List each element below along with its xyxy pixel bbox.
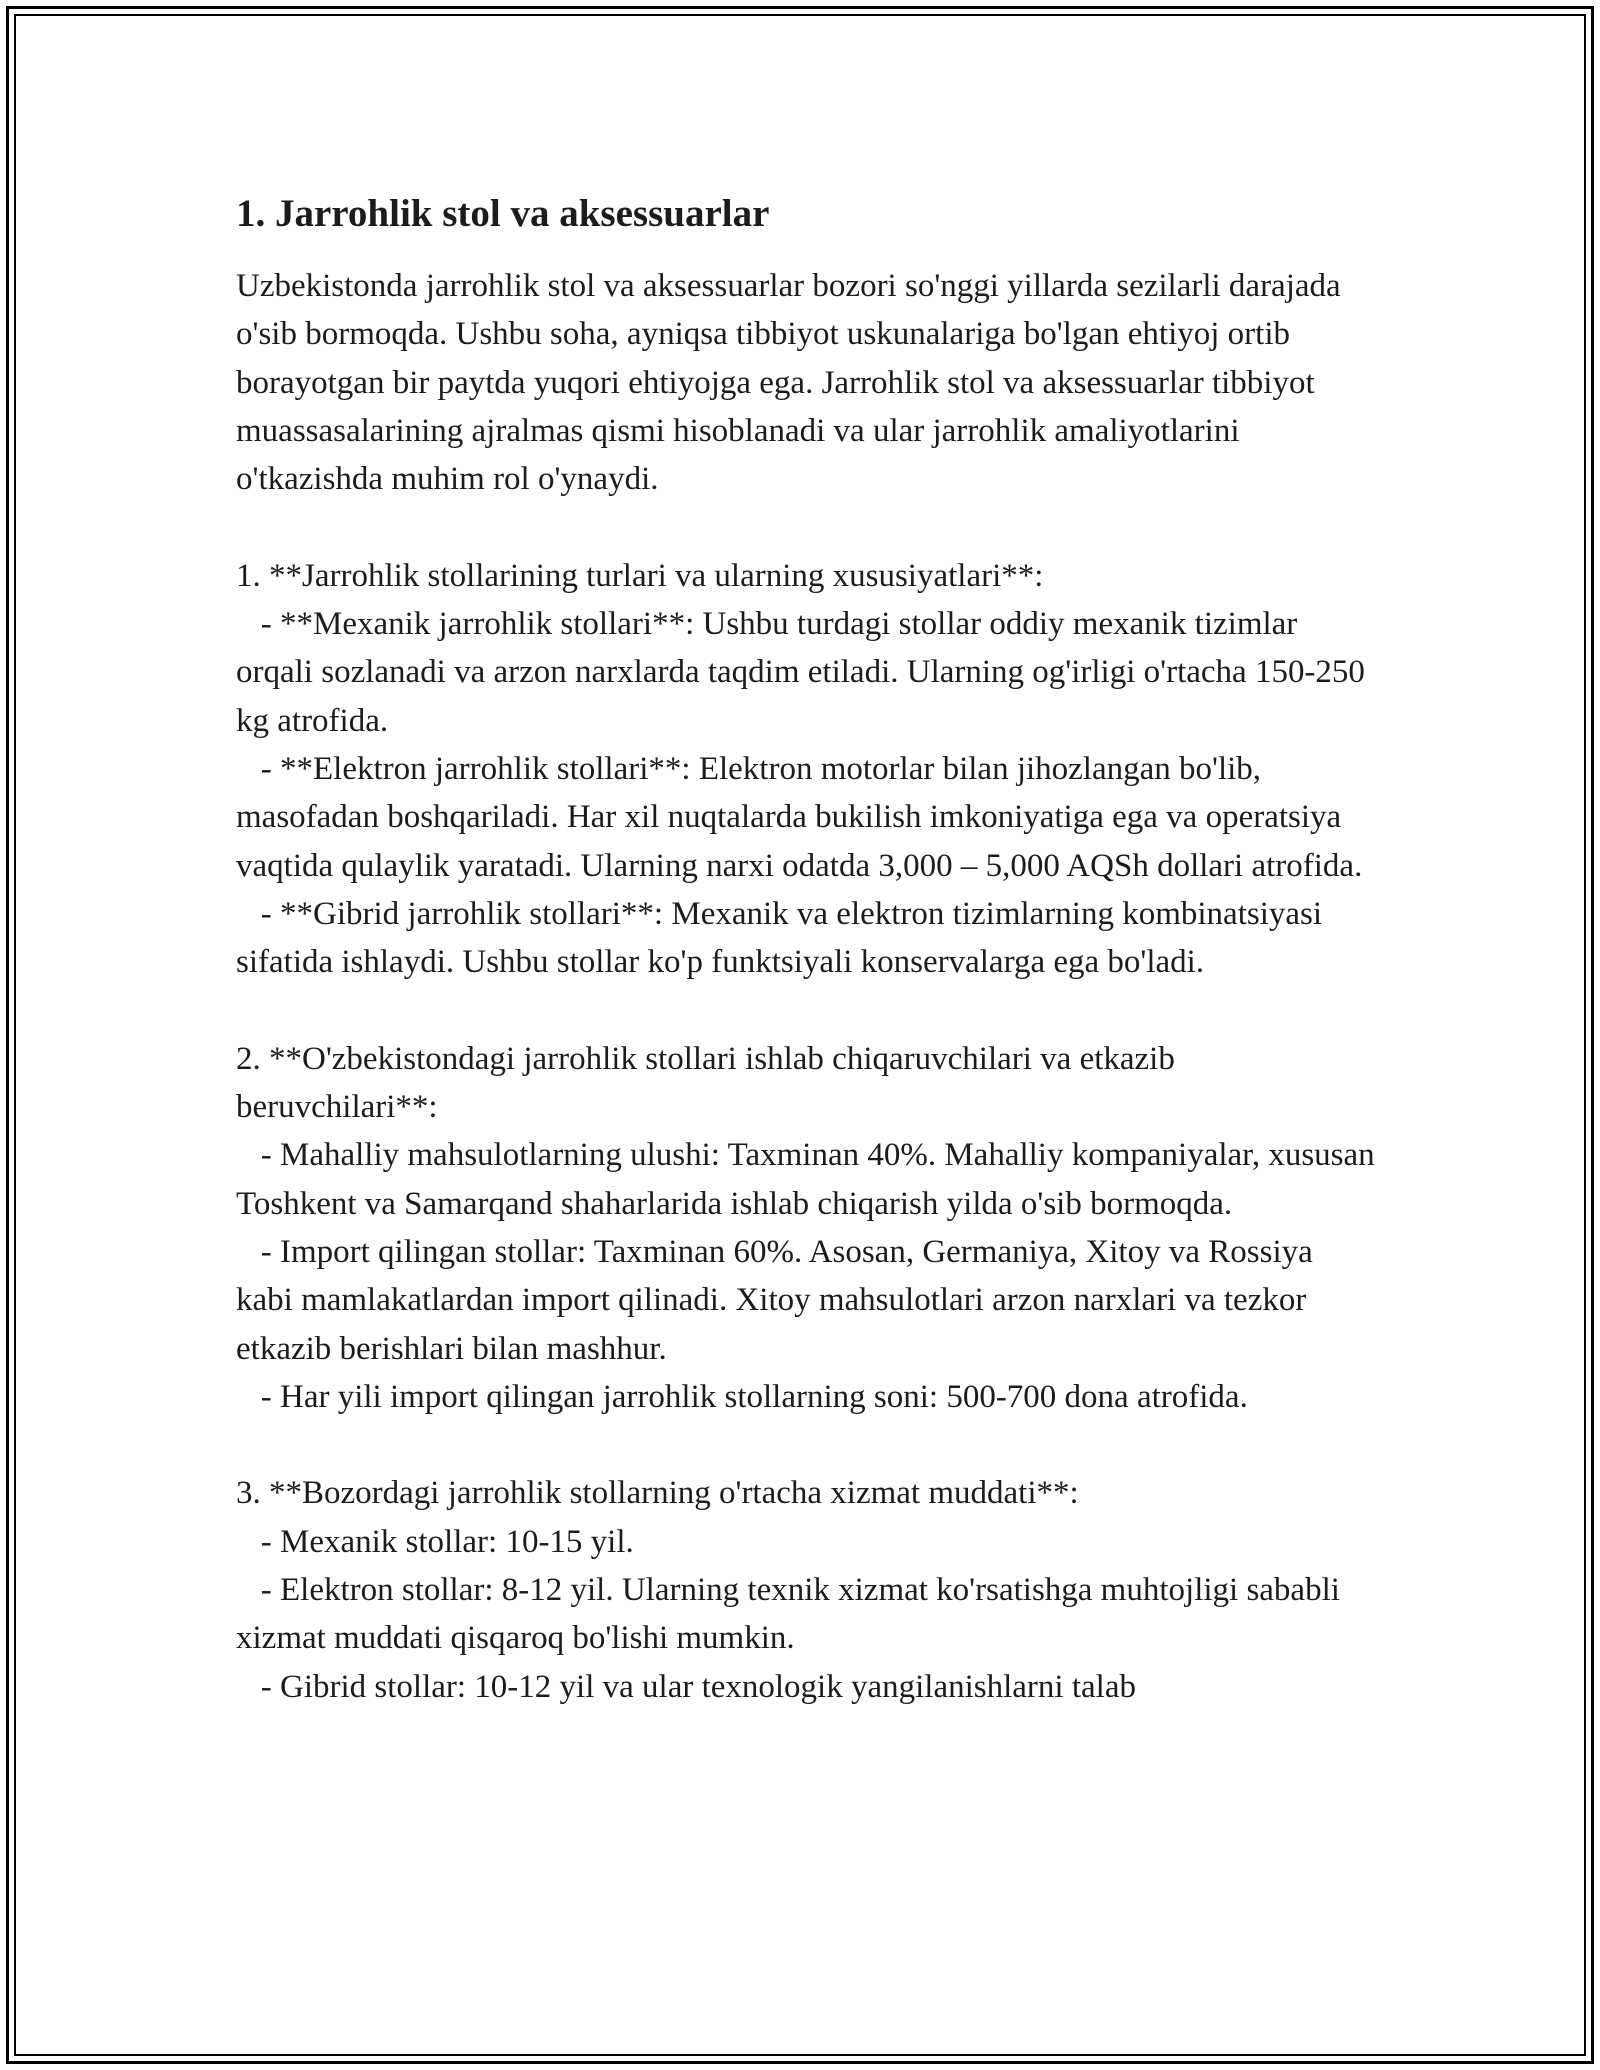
list-item: - Import qilingan stollar: Taxminan 60%. Asosan, Germaniya, Xitoy va Rossiya kabi mamlakatlardan import qilinadi. Xitoy mahsulotlari arzon narxlari va tezkor etkazib berishlari bilan mashhur. (236, 1233, 1322, 1367)
paragraph-gap (236, 986, 1376, 1034)
paragraph-gap (236, 1421, 1376, 1469)
list-item: - Har yili import qilingan jarrohlik stollarning soni: 500-700 dona atrofida. (236, 1378, 1248, 1415)
section-heading: 3. **Bozordagi jarrohlik stollarning o'rtacha xizmat muddati**: (236, 1475, 1079, 1512)
list-item: - Gibrid stollar: 10-12 yil va ular texnologik yangilanishlarni talab (236, 1668, 1136, 1705)
page-title: 1. Jarrohlik stol va aksessuarlar (236, 192, 770, 235)
list-item: - Mahalliy mahsulotlarning ulushi: Taxminan 40%. Mahalliy kompaniyalar, xususan Toshkent va Samarqand shaharlarida ishlab chiqarish yilda o'sib bormoqda. (236, 1137, 1383, 1222)
intro-paragraph: Uzbekistonda jarrohlik stol va aksessuarlar bozori so'nggi yillarda sezilarli darajada o'sib bormoqda. Ushbu soha, ayniqsa tibbiyot uskunalariga bo'lgan ehtiyoj ortib borayotgan bir paytda yuqori ehtiyojga ega. Jarrohlik stol va aksessuarlar tibbiyot muassasalarining ajralmas qismi hisoblanadi va ular jarrohlik amaliyotlarini o'tkazishda muhim rol o'ynaydi. (236, 268, 1341, 498)
list-item: - Mexanik stollar: 10-15 yil. (236, 1523, 634, 1560)
list-item: - **Gibrid jarrohlik stollari**: Mexanik va elektron tizimlarning kombinatsiyasi sifatida ishlaydi. Ushbu stollar ko'p funktsiyali konservalarga ega bo'ladi. (236, 895, 1331, 981)
section-service-life (236, 1469, 1376, 1710)
section-heading: 2. **O'zbekistondagi jarrohlik stollari ishlab chiqaruvchilari va etkazib beruvchilari**: (236, 1040, 1175, 1126)
list-item: - **Mexanik jarrohlik stollari**: Ushbu turdagi stollar oddiy mexanik tizimlar orqali sozlanadi va arzon narxlarda taqdim etiladi. Ularning og'irligi o'rtacha 150-250 kg atrofida. (236, 606, 1374, 739)
section-heading: 1. **Jarrohlik stollarining turlari va ularning xususiyatlari**: (236, 557, 1044, 594)
list-item: - **Elektron jarrohlik stollari**: Elektron motorlar bilan jihozlangan bo'lib, masofadan boshqariladi. Har xil nuqtalarda bukilish imkoniyatiga ega va operatsiya vaqtida qulaylik yaratadi. Ularning narxi odatda 3,000 – 5,000 AQSh dollari atrofida. (236, 750, 1363, 884)
paragraph-gap (236, 503, 1376, 551)
section-manufacturers (236, 1035, 1383, 1421)
section-types (236, 552, 1376, 987)
document-body (236, 188, 1383, 1711)
list-item: - Elektron stollar: 8-12 yil. Ularning texnik xizmat ko'rsatishga muhtojligi sababli xizmat muddati qisqaroq bo'lishi mumkin. (236, 1572, 1349, 1657)
